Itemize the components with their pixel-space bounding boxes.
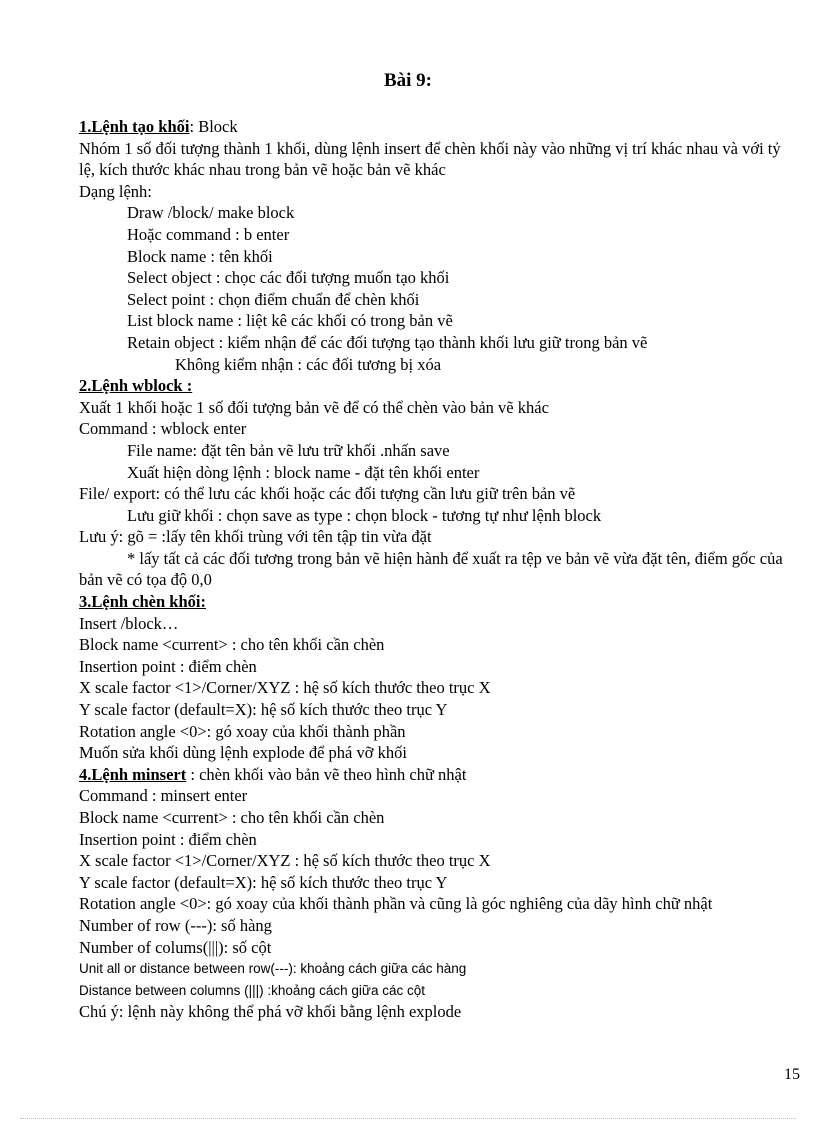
section-4-cols: Number of colums(|||): số cột <box>79 937 272 957</box>
section-4-line: Command : minsert enter <box>79 786 248 806</box>
section-1-heading-rest: : Block <box>189 117 238 136</box>
section-2-line: Lưu ý: gõ = :lấy tên khối trùng với tên tập tin vừa đặt <box>79 527 432 547</box>
section-1-heading: 1.Lệnh tạo khối <box>79 117 190 136</box>
section-4-rotation: Rotation angle <0>: gó xoay của khối thành phần và cũng là góc nghiêng của dãy hình chữ nhật <box>79 894 713 914</box>
section-4-heading-rest: : chèn khối vào bản vẽ theo hình chữ nhật <box>186 764 467 784</box>
section-3-line: Insert /block… <box>79 613 179 633</box>
section-3-line: Block name <current> : cho tên khối cần chèn <box>79 635 385 655</box>
section-1-item: Select point : chọn điểm chuẩn để chèn khối <box>127 289 420 309</box>
section-2-line: Xuất 1 khối hoặc 1 số đối tượng bản vẽ để có thể chèn vào bản vẽ khác <box>79 397 549 417</box>
section-3-line: Insertion point : điểm chèn <box>79 656 257 676</box>
section-3-line: Muốn sửa khối dùng lệnh explode để phá vỡ khối <box>79 743 407 763</box>
section-4-chu-y: Chú ý: lệnh này không thể phá vỡ khối bằng lệnh explode <box>79 1002 462 1022</box>
section-4-line: Insertion point : điểm chèn <box>79 829 257 849</box>
page-number: 15 <box>784 1066 800 1083</box>
document-body <box>79 116 791 1023</box>
section-4-heading-line <box>79 764 791 786</box>
footer-divider <box>20 1118 796 1119</box>
section-2-line: File/ export: có thể lưu các khối hoặc các đối tượng cần lưu giữ trên bản vẽ <box>79 484 576 504</box>
section-2-item: File name: đặt tên bản vẽ lưu trữ khối .nhấn save <box>127 440 450 460</box>
section-4-unit-all: Unit all or distance between row(---): khoảng cách giữa các hàng <box>79 961 467 977</box>
section-3-line: Rotation angle <0>: gó xoay của khối thành phần <box>79 721 406 741</box>
section-4-line: Y scale factor (default=X): hệ số kích thước theo trục Y <box>79 872 448 892</box>
section-2-note: * lấy tất cả các đối tương trong bản vẽ hiện hành để xuất ra tệp ve bản vẽ vừa đặt tên, điểm gốc của bản vẽ có tọa độ 0,0 <box>79 548 783 590</box>
section-4-line: X scale factor <1>/Corner/XYZ : hệ số kích thước theo trục X <box>79 851 491 871</box>
section-1-item: Retain object : kiểm nhận để các đối tượng tạo thành khối lưu giữ trong bản vẽ <box>127 332 648 352</box>
section-1-item: Block name : tên khối <box>127 246 273 266</box>
section-2-item: Lưu giữ khối : chọn save as type : chọn block - tương tự như lệnh block <box>127 505 602 525</box>
section-2-item: Xuất hiện dòng lệnh : block name - đặt tên khối enter <box>127 462 480 482</box>
section-3-line: Y scale factor (default=X): hệ số kích thước theo trục Y <box>79 700 448 720</box>
section-1-item: Select object : chọc các đối tượng muốn tạo khối <box>127 268 450 288</box>
section-3-heading: 3.Lệnh chèn khối: <box>79 592 206 612</box>
section-1-sub-item: Không kiểm nhận : các đối tương bị xóa <box>175 354 442 374</box>
section-2-heading: 2.Lệnh wblock : <box>79 376 193 396</box>
section-1-intro: Nhóm 1 số đối tượng thành 1 khối, dùng lệnh insert để chèn khối này vào những vị trí khác nhau và với tỷ lệ, kích thước khác nhau trong bản vẽ hoặc bản vẽ khác <box>79 138 781 180</box>
section-1-item: Draw /block/ make block <box>127 203 295 223</box>
section-2-line: Command : wblock enter <box>79 419 247 439</box>
section-4-heading: 4.Lệnh minsert <box>79 764 187 784</box>
page-title: Bài 9: <box>383 70 433 91</box>
section-4-line: Block name <current> : cho tên khối cần chèn <box>79 808 385 827</box>
section-1-heading-line <box>79 116 791 138</box>
section-1-item: Hoặc command : b enter <box>127 224 290 244</box>
section-1-dang-lenh: Dạng lệnh: <box>79 181 152 201</box>
section-4-dist-cols: Distance between columns (|||) :khoảng cách giữa các cột <box>79 982 425 998</box>
section-3-line: X scale factor <1>/Corner/XYZ : hệ số kích thước theo trục X <box>79 678 491 698</box>
section-1-item: List block name : liệt kê các khối có trong bản vẽ <box>127 311 453 331</box>
section-4-rows: Number of row (---): số hàng <box>79 915 272 935</box>
